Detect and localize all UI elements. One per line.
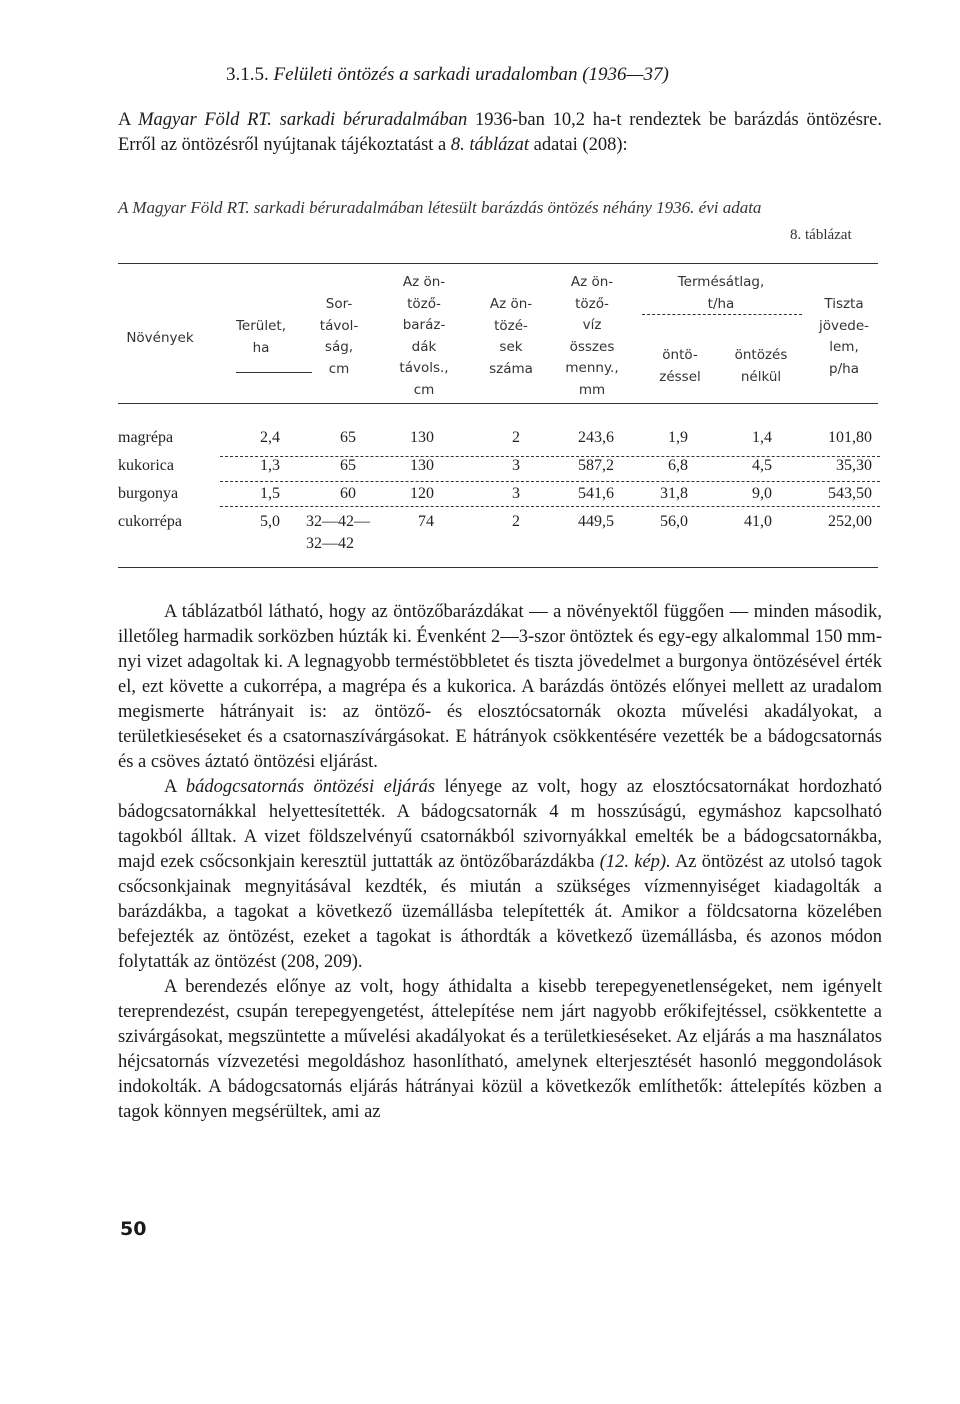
cell-crop: magrépa	[118, 429, 174, 446]
text-run: A	[164, 777, 186, 797]
cell-net-income: 252,00	[828, 513, 872, 530]
intro-paragraph	[118, 108, 882, 158]
header-irrigation-count: Az ön- tözé- sek száma	[489, 296, 533, 377]
cell-irrigation-count: 3	[512, 485, 520, 502]
cell-area: 2,4	[260, 429, 280, 446]
cell-yield-not-irrigated: 4,5	[752, 457, 772, 474]
cell-yield-irrigated: 31,8	[660, 485, 688, 502]
italic-text: Magyar Föld RT. sarkadi béruradalmában	[138, 110, 468, 130]
cell-row-spacing: 65	[340, 429, 356, 446]
cell-crop: cukorrépa	[118, 513, 182, 530]
cell-total-water: 541,6	[578, 485, 614, 502]
cell-total-water: 449,5	[578, 513, 614, 530]
body-paragraph	[118, 600, 882, 775]
area-unit-rule	[236, 372, 312, 373]
section-heading	[226, 64, 669, 86]
row-rule	[220, 506, 880, 507]
cell-net-income: 35,30	[836, 457, 872, 474]
table-top-rule	[118, 263, 878, 264]
text-run: 1936-ban 10,2 ha-t rendeztek be barázdás öntözésre. Erről az öntözésről nyújtanak tájékoztatást a	[118, 110, 882, 155]
cell-furrow-spacing: 130	[410, 457, 434, 474]
header-total-water: Az ön- töző- víz összes menny., mm	[565, 274, 619, 398]
cell-row-spacing: 60	[340, 485, 356, 502]
cell-row-spacing-continued: 32—42	[306, 535, 354, 552]
text-run: A berendezés előnye az volt, hogy áthidalta a kisebb terepegyenetlenségeket, nem igényelt tereprendezést, csupán terepegyengetést, áttelepítése nem járt nagyobb erőkifejtéssel, csökkentette a szivárgásokat, megszüntette a művelési akadályokat és a területkieséseket. Az eljárás a ma használatos héjcsatornás vízvezetési megoldáshoz hasonlítható, amelynek elterjesztését hasonló meggondolások indokolták. A bádogcsatornás eljárás hátrányai közül a következők említhetők: áttelepítés közben a tagok könnyen megsérültek, ami az	[118, 977, 882, 1122]
cell-yield-irrigated: 6,8	[668, 457, 688, 474]
table-caption: A Magyar Föld RT. sarkadi béruradalmában létesült barázdás öntözés néhány 1936. évi adata	[118, 198, 762, 217]
text-run: adatai (208):	[529, 135, 628, 155]
section-number: 3.1.5.	[226, 64, 269, 85]
cell-crop: burgonya	[118, 485, 179, 502]
cell-area: 1,3	[260, 457, 280, 474]
cell-irrigation-count: 2	[512, 513, 520, 530]
cell-crop: kukorica	[118, 457, 174, 474]
cell-yield-not-irrigated: 41,0	[744, 513, 772, 530]
cell-furrow-spacing: 130	[410, 429, 434, 446]
cell-yield-irrigated: 1,9	[668, 429, 688, 446]
cell-irrigation-count: 3	[512, 457, 520, 474]
header-area: Terület, ha	[235, 318, 286, 356]
body-paragraph	[118, 775, 882, 975]
body-paragraph	[118, 975, 882, 1125]
header-yield-not-irrigated: öntözés nélkül	[734, 347, 788, 385]
section-title: Felületi öntözés a sarkadi uradalomban (1936—37)	[273, 64, 669, 85]
header-net-income: Tiszta jövede- lem, p/ha	[818, 296, 870, 377]
page-number: 50	[120, 1218, 147, 1240]
cell-furrow-spacing: 120	[410, 485, 434, 502]
cell-furrow-spacing: 74	[418, 513, 434, 530]
cell-area: 5,0	[260, 513, 280, 530]
cell-yield-irrigated: 56,0	[660, 513, 688, 530]
cell-total-water: 243,6	[578, 429, 614, 446]
header-crops: Növények	[126, 330, 194, 346]
cell-irrigation-count: 2	[512, 429, 520, 446]
header-row-spacing: Sor- távol- ság, cm	[319, 296, 359, 377]
text-run: lényege az volt, hogy az elosztócsatornákat hordozható bádogcsatornákkal helyettesítették. A bádogcsatornák 4 m hosszúságú, egymáshoz kapcsolható tagokból álltak. A vizet földszelvényű csatornákból szivornyákkal emelték be a bádogcsatornákba, majd ezek csőcsonkjain keresztül juttatták az öntözőbarázdákba	[118, 777, 882, 872]
cell-area: 1,5	[260, 485, 280, 502]
cell-yield-not-irrigated: 9,0	[752, 485, 772, 502]
cell-net-income: 543,50	[828, 485, 872, 502]
table-bottom-rule	[118, 567, 878, 568]
header-furrow-spacing: Az ön- töző- baráz- dák távols., cm	[399, 274, 449, 398]
cell-total-water: 587,2	[578, 457, 614, 474]
text-run: A táblázatból látható, hogy az öntözőbarázdákat — a növényektől függően — minden második, illetőleg harmadik sorközben húzták ki. Évenként 2—3-szor öntöztek és egy-egy alkalommal 150 mm-nyi vizet adagoltak ki. A legnagyobb terméstöbbletet és tiszta jövedelmet a burgonya öntözésével érték el, ezt követte a cukorrépa, a magrépa és a kukorica. A barázdás öntözés előnyei mellett az uradalom megismerte hátrányait is: az öntöző- és elosztócsatornák okozta művelési akadályokat, a területkieséseket és a csatornaszívárgásokat. E hátrányok csökkentésére vezették be a bádogcsatornás és a csöves áztató öntözési eljárást.	[118, 602, 882, 772]
cell-row-spacing: 65	[340, 457, 356, 474]
cell-net-income: 101,80	[828, 429, 872, 446]
italic-text: 8. táblázat	[450, 135, 529, 155]
text-run: A	[118, 110, 139, 130]
row-rule	[220, 481, 880, 482]
cell-yield-not-irrigated: 1,4	[752, 429, 772, 446]
header-yield-irrigated: öntö- zéssel	[659, 347, 701, 385]
italic-text: bádogcsatornás öntözési eljárás	[185, 777, 436, 797]
text-run: Az öntözést az utolsó tagok csőcsonkjainak megnyitásával kezdték, és miután a szükséges vízmennyiséget kiadagolták a barázdákba, a tagokat a következő üzemállásba telepítették át. Amikor a földcsatorna közelében befejezték az öntözést, ezeket a tagokat is áthordták a következő üzemállásba, és azonos módon folytatták az öntözést (208, 209).	[118, 852, 882, 972]
header-yield-group: Termésátlag, t/ha	[677, 274, 765, 312]
italic-text: (12. kép).	[599, 852, 671, 872]
body-text	[118, 600, 882, 1125]
cell-row-spacing: 32—42—	[306, 513, 370, 530]
table-header-rule	[118, 403, 878, 404]
table-number: 8. táblázat	[790, 227, 852, 243]
